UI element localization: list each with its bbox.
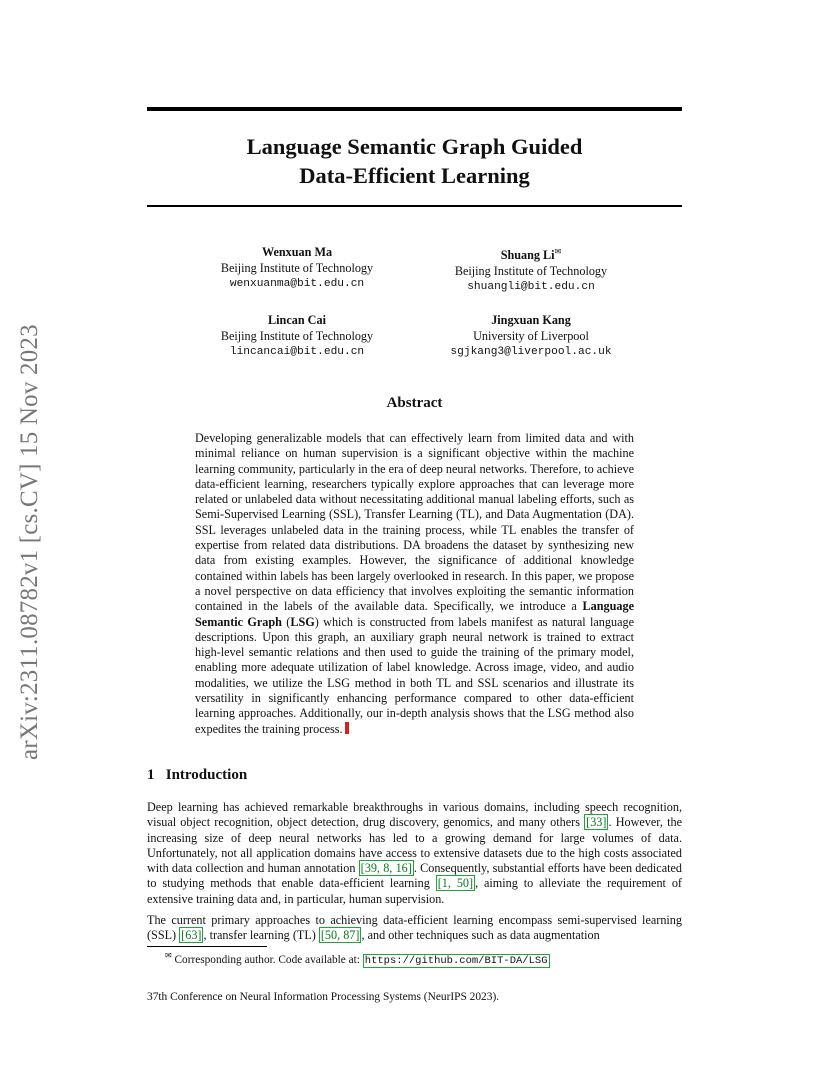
author-affiliation: Beijing Institute of Technology: [220, 261, 374, 275]
author-affiliation: Beijing Institute of Technology: [220, 329, 374, 343]
author-name: [431, 244, 631, 263]
title-top-rule: [147, 107, 682, 111]
intro-p2-text-a: The current primary approaches to achieving data-efficient learning encompass semi-supervised learning (SSL): [147, 913, 682, 943]
author-name: Lincan Cai: [268, 313, 326, 327]
intro-paragraph-1: [147, 800, 682, 907]
citation-link[interactable]: [50, 87]: [320, 928, 360, 943]
intro-p1-text-b: . However, the increasing size of deep neural networks has led to a growing demand for large volumes of data. Unfortunately, not all application domains have access to extensive datasets due to the high costs associated with data collection and human annotation: [147, 815, 682, 876]
intro-p1-text-d: , aiming to alleviate the requirement of extensive training data and, in particular, human supervision.: [147, 876, 682, 906]
footnote: [165, 951, 550, 967]
paper-title: [147, 132, 682, 190]
author-block-4: [431, 312, 631, 360]
abstract-part-c: ) which is constructed from labels manifest as natural language descriptions. Upon this graph, an auxiliary graph neural network is trained to extract high-level semantic relations and then used to guide the training of the primary model, enabling more adequate utilization of label knowledge. Across image, video, and audio modalities, we utilize the LSG method in both TL and SSL scenarios and illustrate its versatility in significantly enhancing performance compared to other data-efficient learning approaches. Additionally, our in-depth analysis shows that the LSG method also expedites the training process.: [195, 614, 635, 736]
abstract-part-a: Developing generalizable models that can effectively learn from limited data and with minimal reliance on human supervision is a significant objective within the machine learning community, particularly in the era of deep neural networks. Therefore, to achieve data-efficient learning, researchers typically explore approaches that can leverage more related or unlabeled data without necessitating additional manual labeling efforts, such as Semi-Supervised Learning (SSL), Transfer Learning (TL), and Data Augmentation (DA). SSL leverages unlabeled data in the training process, while TL enables the transfer of expertise from related data distributions. DA broadens the dataset by synthesizing new data from existing examples. However, the significance of additional knowledge contained within labels has been largely overlooked in research. In this paper, we propose a novel perspective on data efficiency that involves exploiting the semantic information contained in the labels of the available data. Specifically, we introduce a: [195, 431, 634, 614]
code-url-link[interactable]: https://github.com/BIT-DA/LSG: [364, 954, 548, 967]
footnote-text: Corresponding author. Code available at:: [171, 953, 363, 966]
abstract-part-b: (: [281, 614, 291, 629]
author-affiliation: Beijing Institute of Technology: [454, 264, 608, 279]
citation-link[interactable]: [63]: [181, 928, 202, 943]
citation-link[interactable]: [1, 50]: [437, 876, 474, 891]
footnote-rule: [147, 946, 267, 947]
author-affiliation: University of Liverpool: [473, 329, 589, 343]
title-line-2: Data-Efficient Learning: [299, 163, 530, 188]
author-block-2: [431, 244, 631, 295]
envelope-icon: ✉: [554, 247, 562, 256]
author-email[interactable]: wenxuanma@bit.edu.cn: [229, 278, 365, 290]
citation-link[interactable]: [39, 8, 16]: [360, 861, 412, 876]
author-email[interactable]: sgjkang3@liverpool.ac.uk: [450, 346, 612, 358]
intro-p2-text-c: , and other techniques such as data augmentation: [361, 928, 600, 943]
intro-paragraph-2: [147, 913, 682, 944]
title-line-1: Language Semantic Graph Guided: [246, 134, 583, 159]
abstract-bold-lsg: LSG: [290, 614, 315, 629]
author-name: Jingxuan Kang: [491, 313, 571, 327]
citation-link[interactable]: [33]: [586, 815, 607, 830]
annotation-marker: [345, 722, 349, 734]
intro-p1-text-a: Deep learning has achieved remarkable breakthroughs in various domains, including speech recognition, visual object recognition, object detection, drug discovery, genomics, and many others: [147, 800, 682, 830]
section-heading-introduction: 1 Introduction: [147, 767, 248, 783]
introduction-body: [147, 800, 682, 944]
intro-p1-text-c: . Consequently, substantial efforts have been dedicated to studying methods that enable data-efficient learning: [147, 861, 683, 891]
author-block-1: [197, 244, 397, 292]
author-block-3: [197, 312, 397, 360]
abstract-text: [195, 431, 634, 737]
abstract-bold-lsg-full: Language Semantic Graph: [195, 599, 634, 629]
author-email[interactable]: shuangli@bit.edu.cn: [467, 281, 595, 294]
abstract-heading: Abstract: [386, 395, 443, 411]
arxiv-sidebar-id: arXiv:2311.08782v1 [cs.CV] 15 Nov 2023: [16, 324, 43, 760]
envelope-icon: ✉: [165, 951, 172, 960]
author-name-text: Shuang Li: [500, 248, 555, 263]
venue-note: 37th Conference on Neural Information Processing Systems (NeurIPS 2023).: [147, 991, 500, 1003]
author-email[interactable]: lincancai@bit.edu.cn: [229, 346, 365, 358]
title-bottom-rule: [147, 205, 682, 207]
intro-p2-text-b: , transfer learning (TL): [203, 928, 319, 943]
author-name: Wenxuan Ma: [261, 245, 333, 259]
